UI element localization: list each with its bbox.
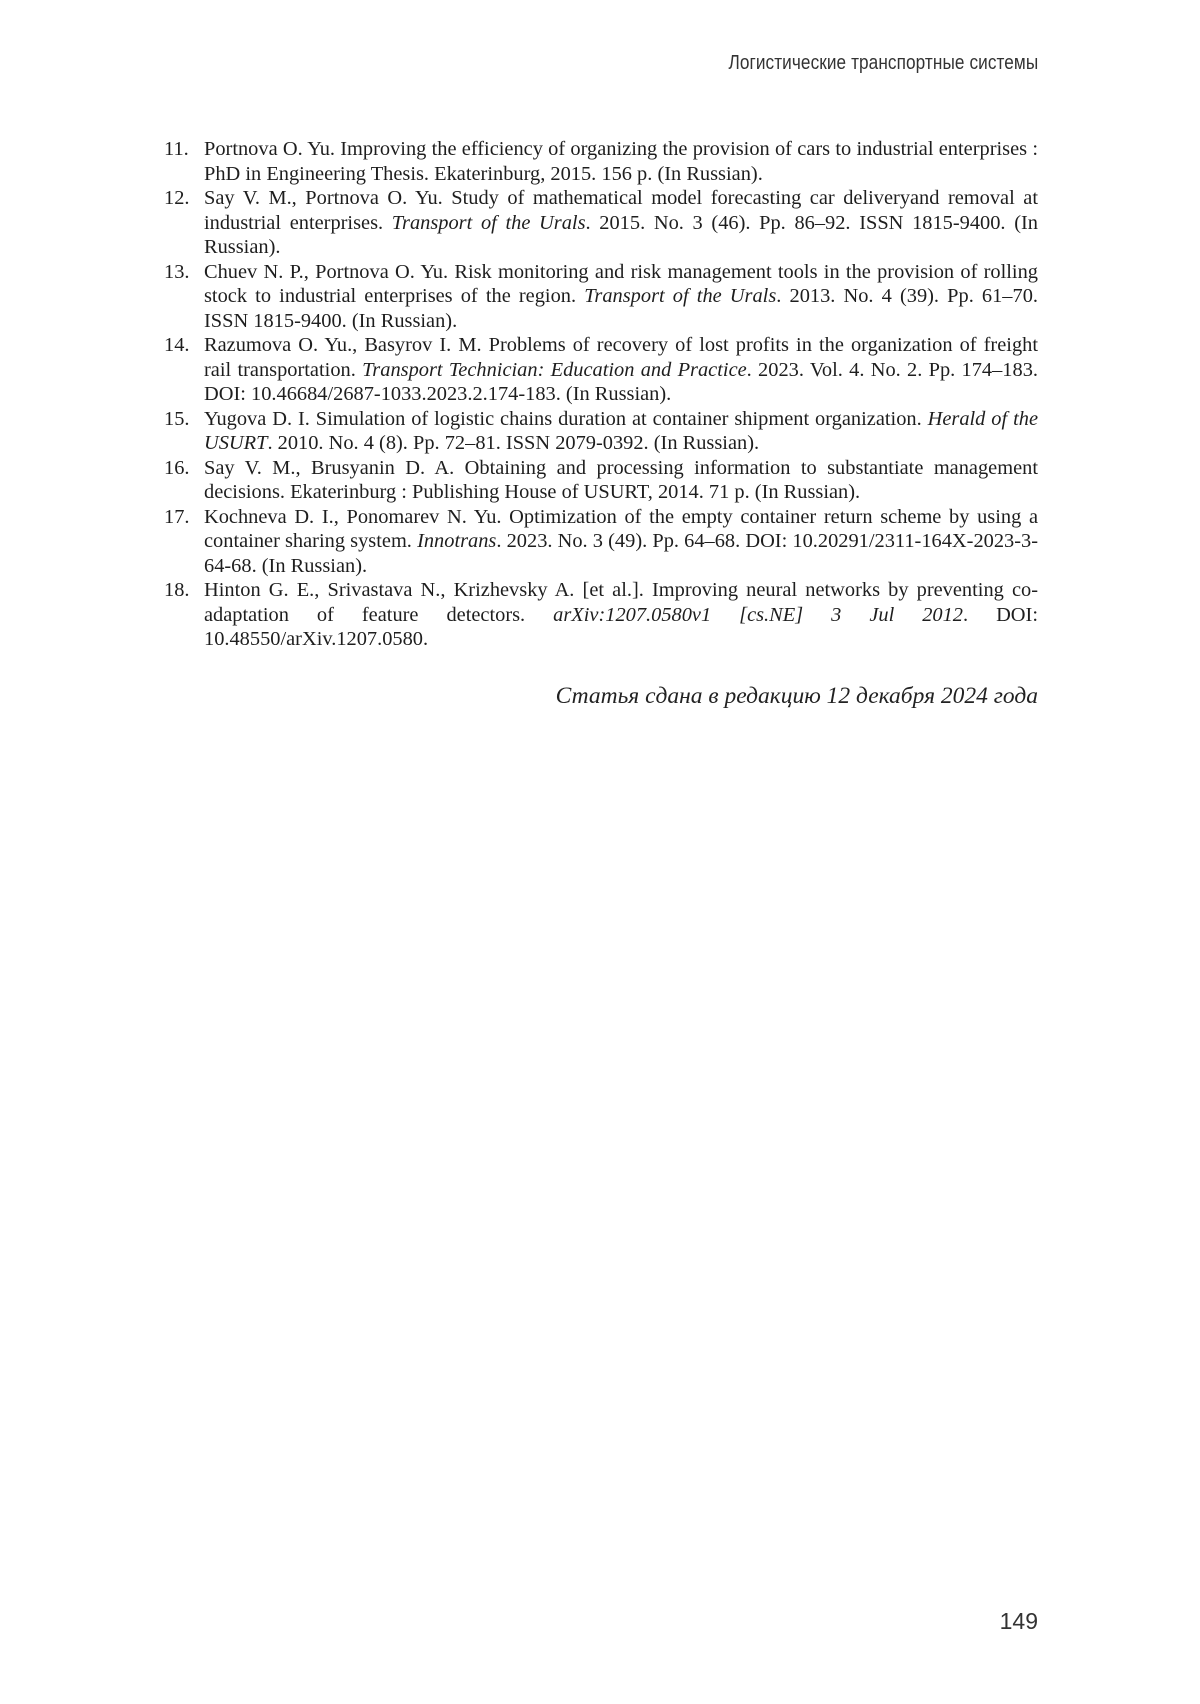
reference-item <box>160 407 1038 456</box>
reference-text-segment: Chuev N. P., Portnova O. Yu. Risk monitoring and risk management tools in the provision of rolling stock to industrial enterprises of the region. <box>204 260 1038 307</box>
running-header: Логистические транспортные системы <box>728 52 1038 74</box>
reference-item <box>160 137 1038 186</box>
reference-text <box>204 187 1038 258</box>
reference-text-segment: Portnova O. Yu. Improving the efficiency of organizing the provision of cars to industrial enterprises : PhD in Engineering Thesis. Ekaterinburg, 2015. 156 p. (In Russian). <box>204 138 1038 185</box>
reference-item <box>160 333 1038 407</box>
reference-number: 14. <box>164 334 190 356</box>
reference-text-segment: . DOI: 10.48550/arXiv.1207.0580. <box>204 603 1038 650</box>
reference-text-segment: Kochneva D. I., Ponomarev N. Yu. Optimization of the empty container return scheme by using a container sharing system. <box>204 505 1038 552</box>
reference-item <box>160 186 1038 260</box>
reference-text <box>204 579 1038 650</box>
reference-number: 13. <box>164 260 190 283</box>
reference-item <box>160 260 1038 334</box>
reference-text-segment: . 2010. No. 4 (8). Pp. 72–81. ISSN 2079-0392. (In Russian). <box>267 432 760 454</box>
reference-source-title: Herald of the USURT <box>204 407 1038 454</box>
reference-source-title: Innotrans <box>417 530 497 552</box>
reference-text-segment: Say V. M., Portnova O. Yu. Study of mathematical model forecasting car deliveryand removal at industrial enterprises. <box>204 187 1038 234</box>
reference-source-title: Transport of the Urals <box>584 285 777 307</box>
reference-item <box>160 505 1038 579</box>
reference-text <box>204 334 1038 405</box>
reference-number: 16. <box>164 456 190 479</box>
reference-list <box>160 137 1038 652</box>
reference-source-title: arXiv:1207.0580v1 [cs.NE] 3 Jul 2012 <box>553 603 963 626</box>
reference-text <box>204 506 1038 577</box>
reference-item <box>160 578 1038 652</box>
reference-text <box>204 261 1038 332</box>
reference-text-segment: Hinton G. E., Srivastava N., Krizhevsky A. [et al.]. Improving neural networks by preventing co-adaptation of feature detectors. <box>204 579 1038 626</box>
reference-text <box>204 457 1038 504</box>
reference-source-title: Transport Technician: Education and Practice <box>362 358 747 381</box>
reference-number: 17. <box>164 505 190 528</box>
reference-text <box>204 408 1038 455</box>
reference-number: 18. <box>164 579 190 601</box>
reference-text-segment: . 2023. Vol. 4. No. 2. Pp. 174–183. DOI: 10.46684/2687-1033.2023.2.174-183. (In Russian). <box>204 358 1038 405</box>
reference-number: 11. <box>164 138 189 160</box>
reference-number: 12. <box>164 187 190 209</box>
reference-text-segment: Yugova D. I. Simulation of logistic chains duration at container shipment organization. <box>204 407 928 430</box>
reference-text-segment: . 2023. No. 3 (49). Pp. 64–68. DOI: 10.20291/2311-164X-2023-3-64-68. (In Russian). <box>204 530 1038 577</box>
reference-text-segment: Razumova O. Yu., Basyrov I. M. Problems of recovery of lost profits in the organization of freight rail transportation. <box>204 334 1038 381</box>
reference-source-title: Transport of the Urals <box>391 211 586 234</box>
reference-item <box>160 456 1038 505</box>
page-number: 149 <box>999 1608 1038 1634</box>
reference-number: 15. <box>164 407 190 430</box>
reference-text-segment: . 2015. No. 3 (46). Pp. 86–92. ISSN 1815-9400. (In Russian). <box>204 211 1038 258</box>
reference-text-segment: . 2013. No. 4 (39). Pp. 61–70. ISSN 1815-9400. (In Russian). <box>204 285 1038 332</box>
reference-text-segment: Say V. M., Brusyanin D. A. Obtaining and processing information to substantiate management decisions. Ekaterinburg : Publishing House of USURT, 2014. 71 p. (In Russian). <box>204 456 1038 503</box>
reference-text <box>204 138 1038 185</box>
submission-date-note: Статья сдана в редакцию 12 декабря 2024 года <box>555 683 1038 709</box>
